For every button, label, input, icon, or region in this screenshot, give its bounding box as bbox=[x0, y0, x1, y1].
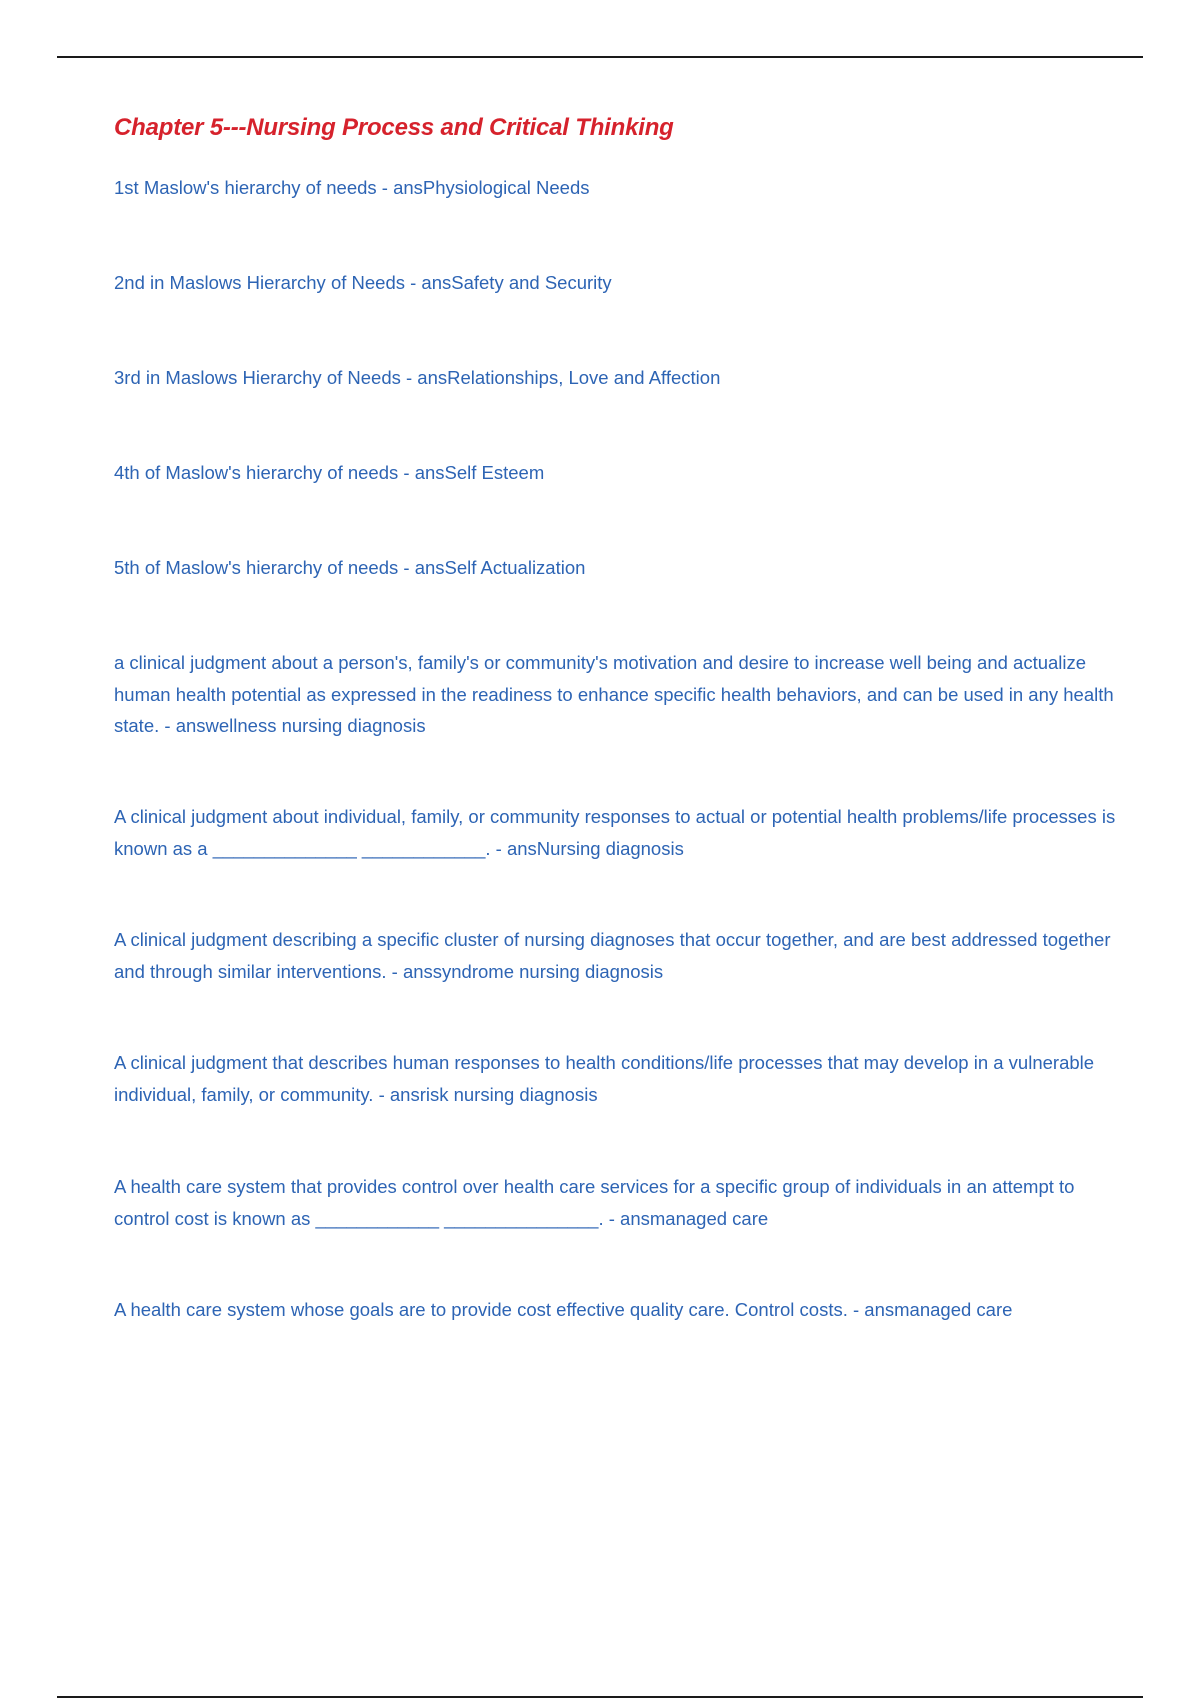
document-title: Chapter 5---Nursing Process and Critical Thinking bbox=[114, 114, 674, 141]
flashcard-entry-11: A health care system whose goals are to provide cost effective quality care. Control costs. - ansmanaged care bbox=[114, 1299, 1013, 1320]
flashcard-entry-4: 4th of Maslow's hierarchy of needs - ansSelf Esteem bbox=[114, 462, 545, 483]
header-rule bbox=[57, 56, 1143, 58]
flashcard-entry-5: 5th of Maslow's hierarchy of needs - ansSelf Actualization bbox=[114, 557, 586, 578]
flashcard-entry-1: 1st Maslow's hierarchy of needs - ansPhysiological Needs bbox=[114, 177, 590, 198]
document-body bbox=[114, 112, 1124, 1320]
flashcard-entry-8: A clinical judgment describing a specific cluster of nursing diagnoses that occur together, and are best addressed together and through similar interventions. - anssyndrome nursing diagnosis bbox=[114, 929, 1111, 982]
flashcard-entry-9: A clinical judgment that describes human responses to health conditions/life processes that may develop in a vulnerable individual, family, or community. - ansrisk nursing diagnosis bbox=[114, 1052, 1095, 1105]
flashcard-entry-6: a clinical judgment about a person's, family's or community's motivation and desire to increase well being and actualize human health potential as expressed in the readiness to enhance specific health behaviors, and can be used in any health state. - answellness nursing diagnosis bbox=[114, 652, 1114, 736]
flashcard-entry-10: A health care system that provides control over health care services for a specific group of individuals in an attempt to control cost is known as ____________ _______________. - ansmanaged care bbox=[114, 1176, 1075, 1229]
footer-rule bbox=[57, 1696, 1143, 1698]
flashcard-entry-7: A clinical judgment about individual, family, or community responses to actual or potential health problems/life processes is known as a ______________ ____________. - ansNursing diagnosis bbox=[114, 806, 1116, 859]
flashcard-entry-3: 3rd in Maslows Hierarchy of Needs - ansRelationships, Love and Affection bbox=[114, 367, 721, 388]
flashcard-entry-2: 2nd in Maslows Hierarchy of Needs - ansSafety and Security bbox=[114, 272, 612, 293]
